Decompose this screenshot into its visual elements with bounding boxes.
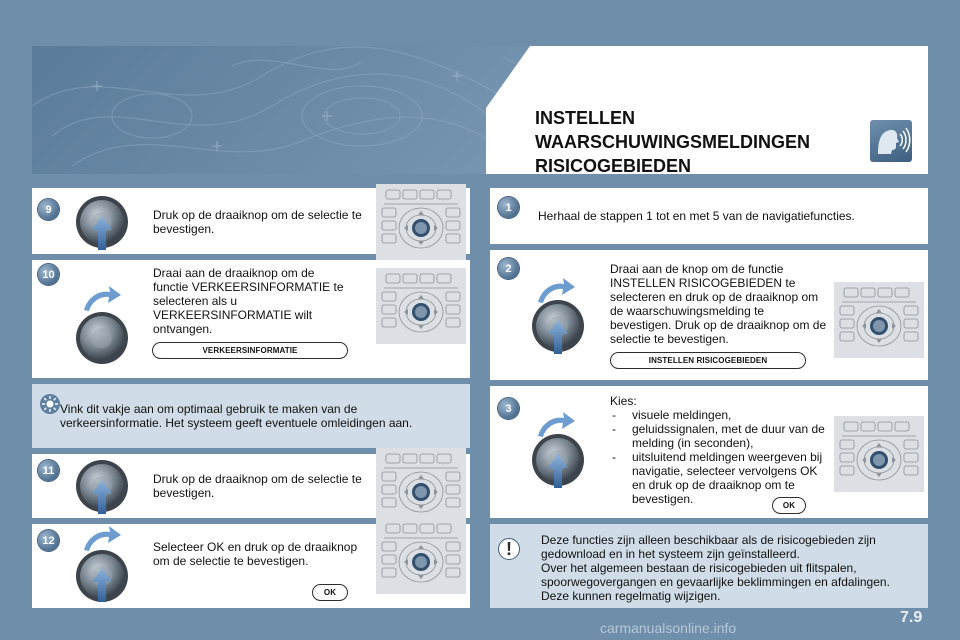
knob-rotate-icon — [82, 284, 122, 312]
title-line-2: WAARSCHUWINGSMELDINGEN — [535, 132, 810, 152]
control-panel-image — [376, 448, 466, 524]
control-panel-image — [376, 268, 466, 344]
press-arrow-icon — [92, 480, 112, 514]
voice-icon — [870, 120, 912, 162]
step-2-text: Draai aan de knop om de functie INSTELLEN RISICOGEBIEDEN te selecteren en druk op de draaiknop om de waarschuwingsmelding te bevestigen. Druk op de draaiknop om de selectie te bevestigen. — [610, 262, 827, 346]
title-line-1: INSTELLEN — [535, 108, 636, 128]
step-number-badge: 9 — [38, 199, 59, 220]
warning-line-2: Over het algemeen bestaan de risicogebieden uit flitspalen, spoorwegovergangen en gevaarlijke beklimmingen en afdalingen. Deze kunnen regelmatig wijzigen. — [541, 561, 890, 603]
step-3-content — [610, 394, 825, 506]
press-arrow-icon — [92, 568, 112, 602]
tip-text: Vink dit vakje aan om optimaal gebruik te maken van de verkeersinformatie. Het systeem geeft eventuele omleidingen aan. — [60, 402, 413, 430]
warning-icon: ! — [498, 538, 520, 560]
step-1-text: Herhaal de stappen 1 tot en met 5 van de navigatiefuncties. — [538, 209, 855, 223]
option-list — [610, 408, 825, 506]
title-line-3: RISICOGEBIEDEN — [535, 156, 692, 176]
warning-text — [541, 533, 921, 603]
option-item: - geluidssignalen, met de duur van de melding (in seconden), — [610, 422, 825, 450]
option-item: - uitsluitend meldingen weergeven bij navigatie, selecteer vervolgens OK en druk op de draaiknop om te bevestigen. — [610, 450, 825, 506]
control-panel-image — [834, 416, 924, 492]
sun-tip-icon — [40, 394, 60, 414]
control-panel-image — [834, 282, 924, 358]
step-9-text: Druk op de draaiknop om de selectie te bevestigen. — [153, 208, 362, 236]
step-number-badge: 10 — [38, 264, 59, 285]
press-arrow-icon — [548, 454, 568, 488]
step-number-badge: 2 — [498, 258, 519, 279]
step-12-text: Selecteer OK en druk op de draaiknop om de selectie te bevestigen. — [153, 540, 358, 568]
knob-icon — [74, 310, 130, 366]
page-title — [535, 106, 835, 178]
step-number-badge: 3 — [498, 398, 519, 419]
option-item: - visuele meldingen, — [610, 408, 825, 422]
warning-line-1: Deze functies zijn alleen beschikbaar als de risicogebieden zijn gedownload en in het systeem zijn geïnstalleerd. — [541, 533, 876, 561]
menu-label-ok: OK — [312, 584, 348, 601]
step-number-badge: 11 — [38, 460, 59, 481]
step-number-badge: 1 — [498, 197, 519, 218]
press-arrow-icon — [92, 216, 112, 250]
menu-label-verkeersinformatie: VERKEERSINFORMATIE — [152, 342, 348, 359]
control-panel-image — [376, 518, 466, 594]
menu-label-instellen-risicogebieden: INSTELLEN RISICOGEBIEDEN — [610, 352, 806, 369]
step-number-badge: 12 — [38, 530, 59, 551]
step-11-text: Druk op de draaiknop om de selectie te bevestigen. — [153, 472, 362, 500]
step-10-text: Draai aan de draaiknop om de functie VERKEERSINFORMATIE te selecteren als u VERKEERSINFORMATIE wilt ontvangen. — [153, 266, 344, 336]
step-3-intro: Kies: — [610, 394, 637, 408]
press-arrow-icon — [548, 320, 568, 354]
page-number: 7.9 — [900, 609, 923, 626]
menu-label-ok: OK — [772, 497, 806, 514]
control-panel-image — [376, 184, 466, 260]
watermark: carmanualsonline.info — [600, 620, 737, 636]
